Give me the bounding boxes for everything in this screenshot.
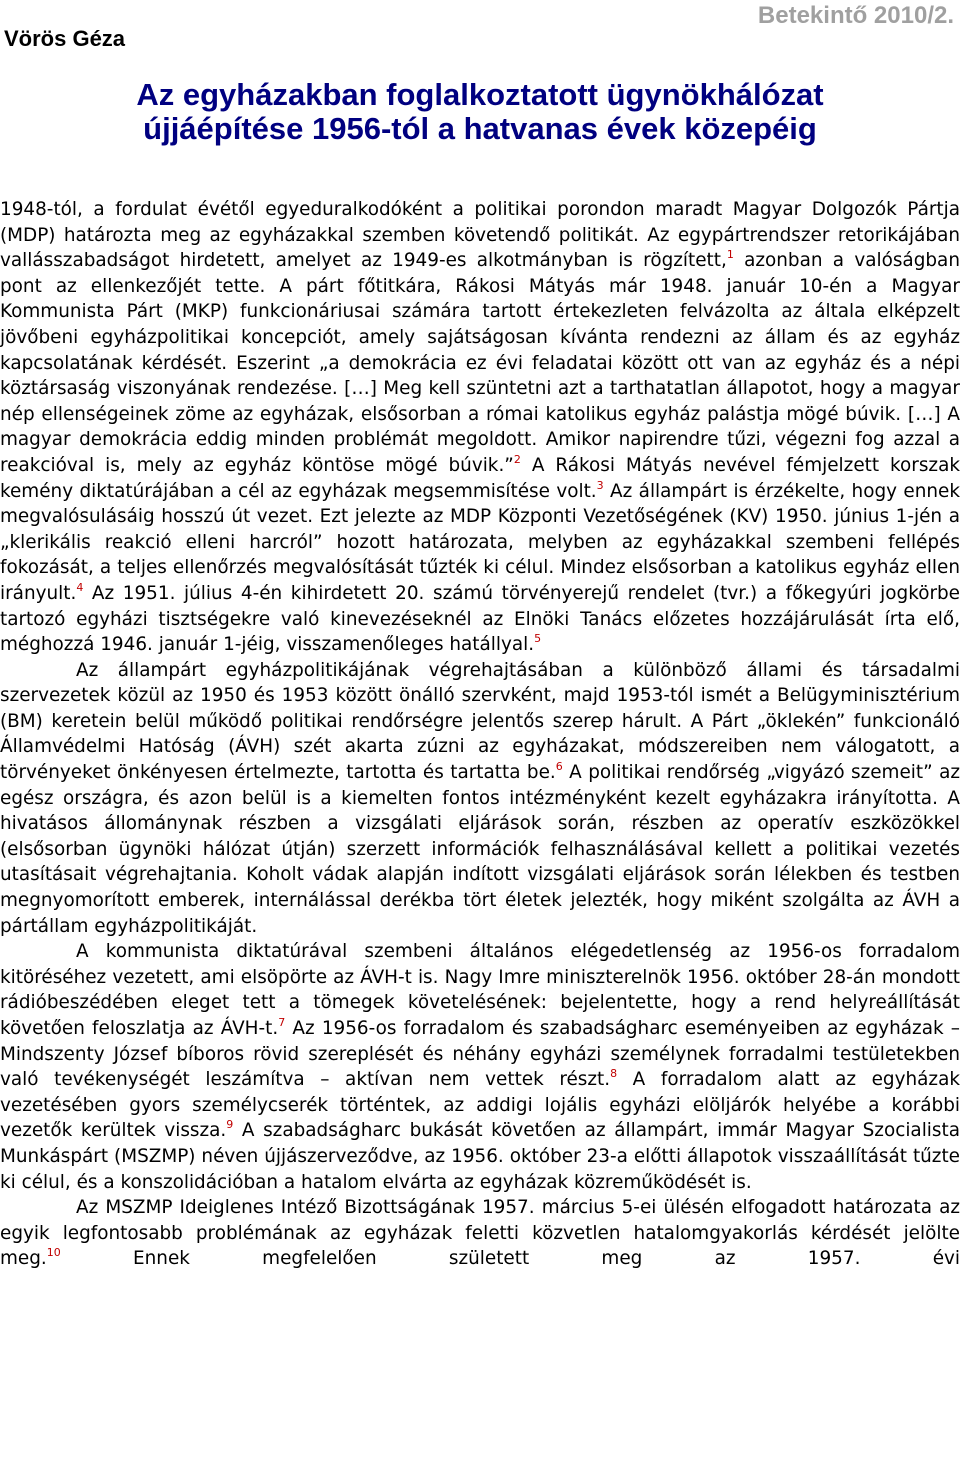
text-segment: Az 1951. július 4-én kihirdetett 20. számú törvényerejű rendelet (tvr.) a főkegyúri jogkörbe tartozó egyházi tisztségekre való kinevezéseknél az Elnöki Tanács előzetes hozzájárulását írta elő, méghozzá 1946. január 1-jéig, visszamenőleges hatállyal. <box>0 582 960 656</box>
text-segment: A kommunista diktatúrával szembeni általános elégedetlenség az 1956-os forradalom kitöréséhez vezetett, ami elsöpörte az ÁVH-t is. Nagy Imre miniszterelnök 1956. október 28-án mondott rádióbeszédében eleget tett a tömegek követelésének: bejelentette, hogy a rend helyreállítását követően feloszlatja az ÁVH-t. <box>0 941 960 1039</box>
paragraph-3 <box>0 939 960 1195</box>
article-body <box>0 197 960 1272</box>
footnote-marker[interactable]: 4 <box>76 580 84 594</box>
article-title <box>0 78 960 146</box>
paragraph-1 <box>0 197 960 658</box>
text-segment: 1948-tól, a fordulat évétől egyeduralkodóként a politikai porondon maradt Magyar Dolgozók Pártja (MDP) határozta meg az egyházakkal szemben követendő politikát. Az egypártrendszer retorikájában vallásszabadságot hirdetett, amelyet az 1949-es alkotmányban is rögzített, <box>0 199 960 272</box>
journal-issue: Betekintő 2010/2. <box>757 2 954 29</box>
footnote-marker[interactable]: 5 <box>534 632 542 646</box>
footnote-marker[interactable]: 7 <box>278 1016 286 1029</box>
text-segment: Az állampárt egyházpolitikájának végrehajtásában a különböző állami és társadalmi szervezetek közül az 1950 és 1953 között önálló szervként, majd 1953-tól ismét a Belügyminisztérium (BM) keretein belül működő politikai rendőrségre jelentős szerep hárult. A Párt „öklekén” funkcionáló Államvédelmi Hatóság (ÁVH) szét akarta zúzni az egyházakat, módszereiben nem válogatott, a törvényeket önkényesen értelmezte, tartotta és tartatta be. <box>0 659 960 784</box>
text-segment: Ennek megfelelően született meg az 1957. évi <box>60 1248 960 1270</box>
page-header <box>0 0 960 60</box>
footnote-marker[interactable]: 8 <box>610 1067 618 1081</box>
paragraph-2 <box>0 658 960 940</box>
footnote-marker[interactable]: 10 <box>46 1246 61 1260</box>
author-name: Vörös Géza <box>4 26 126 51</box>
title-line-2: újjáépítése 1956-tól a hatvanas évek közepéig <box>143 111 817 146</box>
text-segment: azonban a valóságban pont az ellenkezőjét tette. A párt főtitkára, Rákosi Mátyás már 1948. január 10-én a Magyar Kommunista Párt (MKP) funkcionáriusai számára tartott értekezleten felvázolta az általa elképzelt jövőbeni egyházpolitikai koncepciót, amely sajátságosan kívánta rendezni az állam és az egyház kapcsolatának kérdését. Eszerint „a demokrácia ez évi feladatai között ott van az egyház és a népi köztársaság viszonyának rendezése. […] Meg kell szüntetni azt a tarthatatlan állapotot, hogy a magyar nép ellenségeinek zöme az egyházak, elsősorban a római katolikus egyház palástja mögé búvik. […] A magyar demokrácia eddig minden problémát megoldott. Amikor napirendre tűzi, végezni fog azzal a reakcióval is, mely az egyház köntöse mögé búvik.” <box>0 250 960 476</box>
text-segment: A forradalom alatt az egyházak vezetésében gyors személycserék történtek, az addigi lojális egyházi elöljárók helyébe a korábbi vezetők kerültek vissza. <box>0 1069 960 1142</box>
text-segment: A politikai rendőrség „vigyázó szemeit” az egész országra, és azon belül is a kiemelten fontos intézményként kezelt egyházakra irányította. A hivatásos állománynak részben a vizsgálati eljárások során, részben az operatív eszközökkel (elsősorban ügynöki hálózat útján) szerzett információk felhasználásával kellett a politikai vezetés utasításait végrehajtania. Koholt vádak alapján indított vizsgálati eljárások során lélekben és testben megnyomorított emberek, internálással derékba tört életek jelezték, hogy miként szolgálta az ÁVH a pártállam egyházpolitikáját. <box>0 762 960 937</box>
text-segment: A Rákosi Mátyás nevével fémjelzett korszak kemény diktatúrájában a cél az egyházak megsemmisítése volt. <box>0 454 960 502</box>
footnote-marker[interactable]: 6 <box>555 760 563 774</box>
footnote-marker[interactable]: 9 <box>226 1118 234 1132</box>
text-segment: A szabadságharc bukását követően az állampárt, immár Magyar Szocialista Munkáspárt (MSZMP) néven újjászerveződve, az 1956. október 23-a előtti állapotok visszaállítását tűzte ki célul, és a konszolidációban a hatalom elvárta az egyházak közreműködését is. <box>0 1120 960 1193</box>
footnote-marker[interactable]: 3 <box>596 478 604 492</box>
footnote-marker[interactable]: 1 <box>726 248 734 262</box>
title-line-1: Az egyházakban foglalkoztatott ügynökhálózat <box>136 77 824 112</box>
text-segment: Az MSZMP Ideiglenes Intéző Bizottságának 1957. március 5-ei ülésén elfogadott határozata az egyik legfontosabb problémának az egyházak feletti közvetlen hatalomgyakorlás kérdését jelölte meg. <box>0 1197 960 1270</box>
paragraph-4 <box>0 1195 960 1272</box>
text-segment: Az 1956-os forradalom és szabadságharc eseményeiben az egyházak – Mindszenty József bíboros rövid szereplését és néhány egyházi személynek forradalmi testületekben való tevékenységét leszámítva – aktívan nem vettek részt. <box>0 1018 960 1091</box>
text-segment: Az állampárt is érzékelte, hogy ennek megvalósulásáig hosszú út vezet. Ezt jelezte az MDP Központi Vezetőségének (KV) 1950. június 1-jén a „klerikális reakció elleni harcról” hozott határozata, melyben az egyházakkal szembeni fellépés fokozását, a teljes ellenőrzés megvalósítását tűzték ki célul. Mindez elsősorban a katolikus egyház ellen irányult. <box>0 480 960 604</box>
footnote-marker[interactable]: 2 <box>513 452 521 466</box>
